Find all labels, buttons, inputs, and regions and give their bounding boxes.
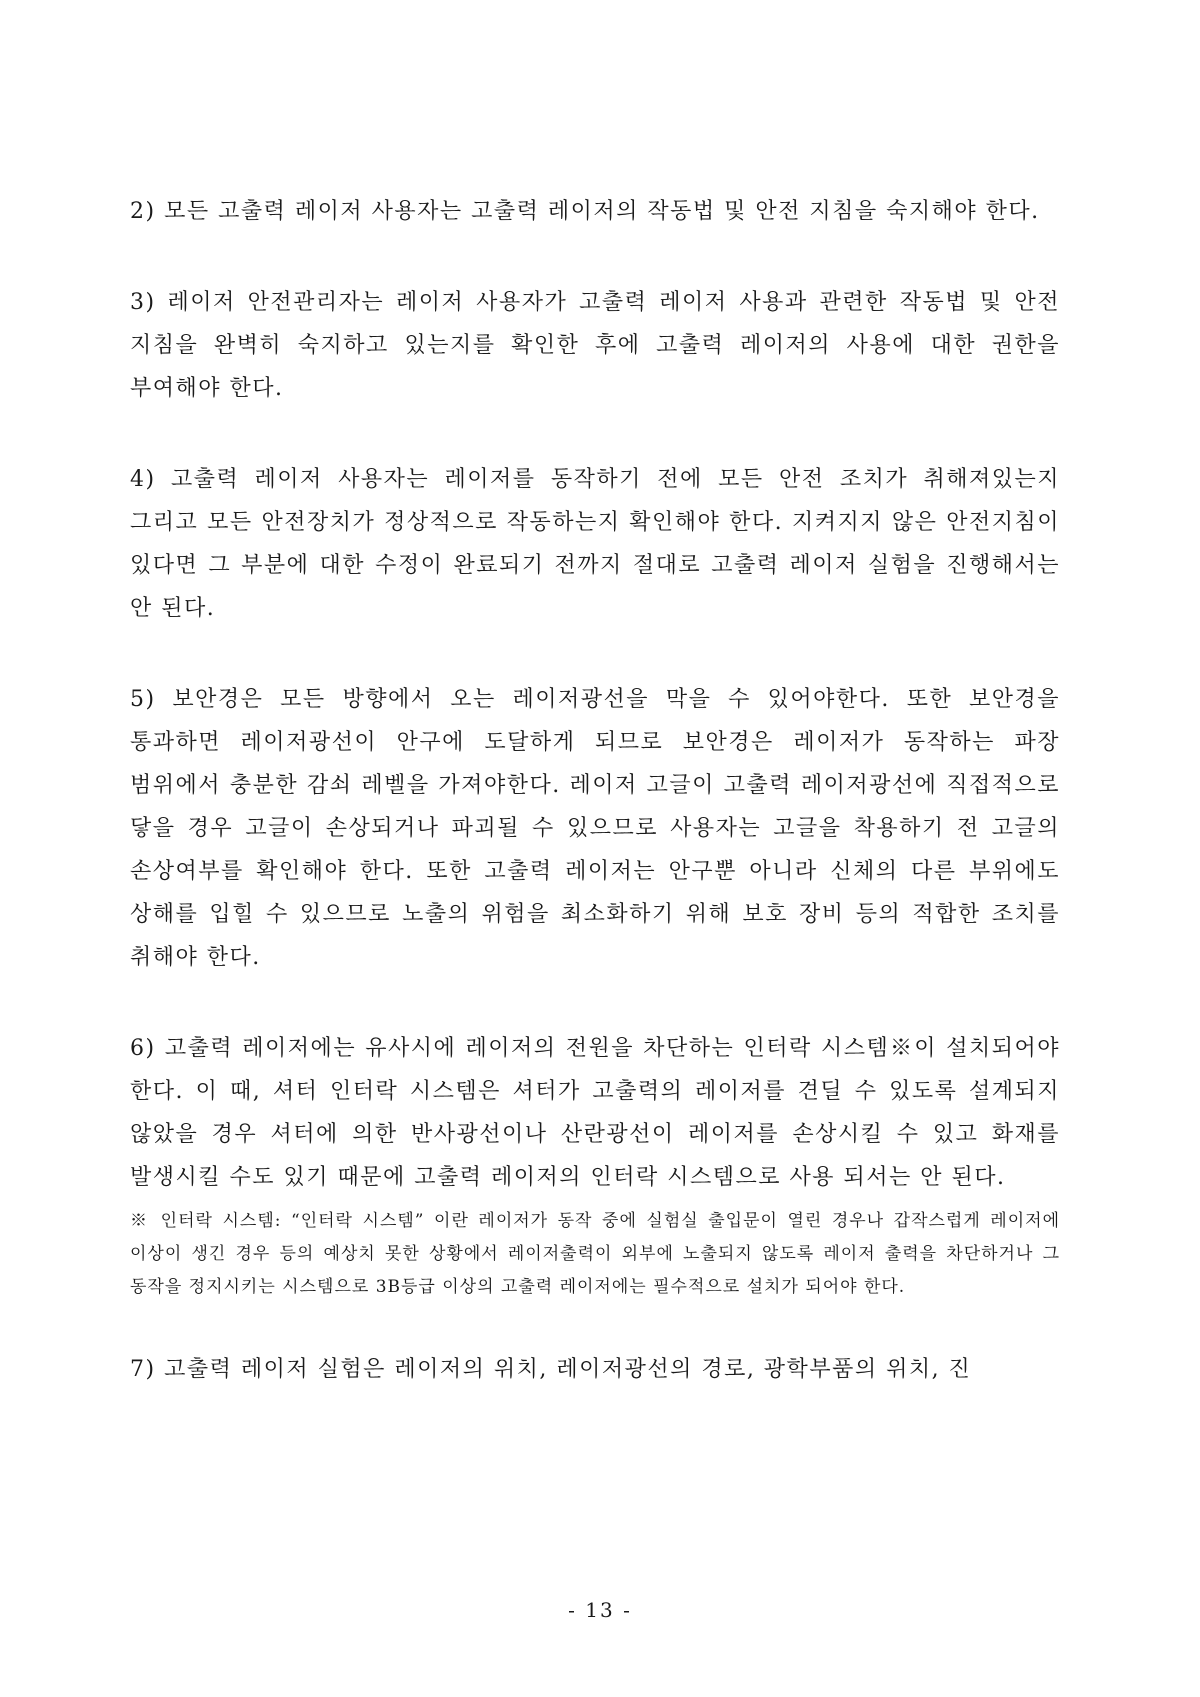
paragraph-2: 2) 모든 고출력 레이저 사용자는 고출력 레이저의 작동법 및 안전 지침을 숙지해야 한다. [130,199,1040,224]
interlock-footnote: ※ 인터락 시스템: “인터락 시스템” 이란 레이저가 동작 중에 실험실 출입문이 열린 경우나 갑작스럽게 레이저에 이상이 생긴 경우 등의 예상치 못한 상황에서 레이저출력이 외부에 노출되지 않도록 레이저 출력을 차단하거나 그 동작을 정지시키는 시스템으로 3B등급 이상의 고출력 레이저에는 필수적으로 설치가 되어야 한다. [130,1211,1060,1297]
paragraph-7: 7) 고출력 레이저 실험은 레이저의 위치, 레이저광선의 경로, 광학부품의 위치, 진 [130,1357,972,1382]
paragraph-4: 4) 고출력 레이저 사용자는 레이저를 동작하기 전에 모든 안전 조치가 취해져있는지 그리고 모든 안전장치가 정상적으로 작동하는지 확인해야 한다. 지켜지지 않은 안전지침이 있다면 그 부분에 대한 수정이 완료되기 전까지 절대로 고출력 레이저 실험을 진행해서는 안 된다. [130,467,1060,621]
page-content [130,190,1060,1439]
paragraph-5: 5) 보안경은 모든 방향에서 오는 레이저광선을 막을 수 있어야한다. 또한 보안경을 통과하면 레이저광선이 안구에 도달하게 되므로 보안경은 레이저가 동작하는 파장 범위에서 충분한 감쇠 레벨을 가져야한다. 레이저 고글이 고출력 레이저광선에 직접적으로 닿을 경우 고글이 손상되거나 파괴될 수 있으므로 사용자는 고글을 착용하기 전 고글의 손상여부를 확인해야 한다. 또한 고출력 레이저는 안구뿐 아니라 신체의 다른 부위에도 상해를 입힐 수 있으므로 노출의 위험을 최소화하기 위해 보호 장비 등의 적합한 조치를 취해야 한다. [130,687,1060,970]
paragraph-6: 6) 고출력 레이저에는 유사시에 레이저의 전원을 차단하는 인터락 시스템※이 설치되어야 한다. 이 때, 셔터 인터락 시스템은 셔터가 고출력의 레이저를 견딜 수 있도록 설계되지 않았을 경우 셔터에 의한 반사광선이나 산란광선이 레이저를 손상시킬 수 있고 화재를 발생시킬 수도 있기 때문에 고출력 레이저의 인터락 시스템으로 사용 되서는 안 된다. [130,1036,1060,1190]
page-number: - 13 - [568,1598,632,1622]
paragraph-3: 3) 레이저 안전관리자는 레이저 사용자가 고출력 레이저 사용과 관련한 작동법 및 안전 지침을 완벽히 숙지하고 있는지를 확인한 후에 고출력 레이저의 사용에 대한 권한을 부여해야 한다. [130,290,1060,401]
